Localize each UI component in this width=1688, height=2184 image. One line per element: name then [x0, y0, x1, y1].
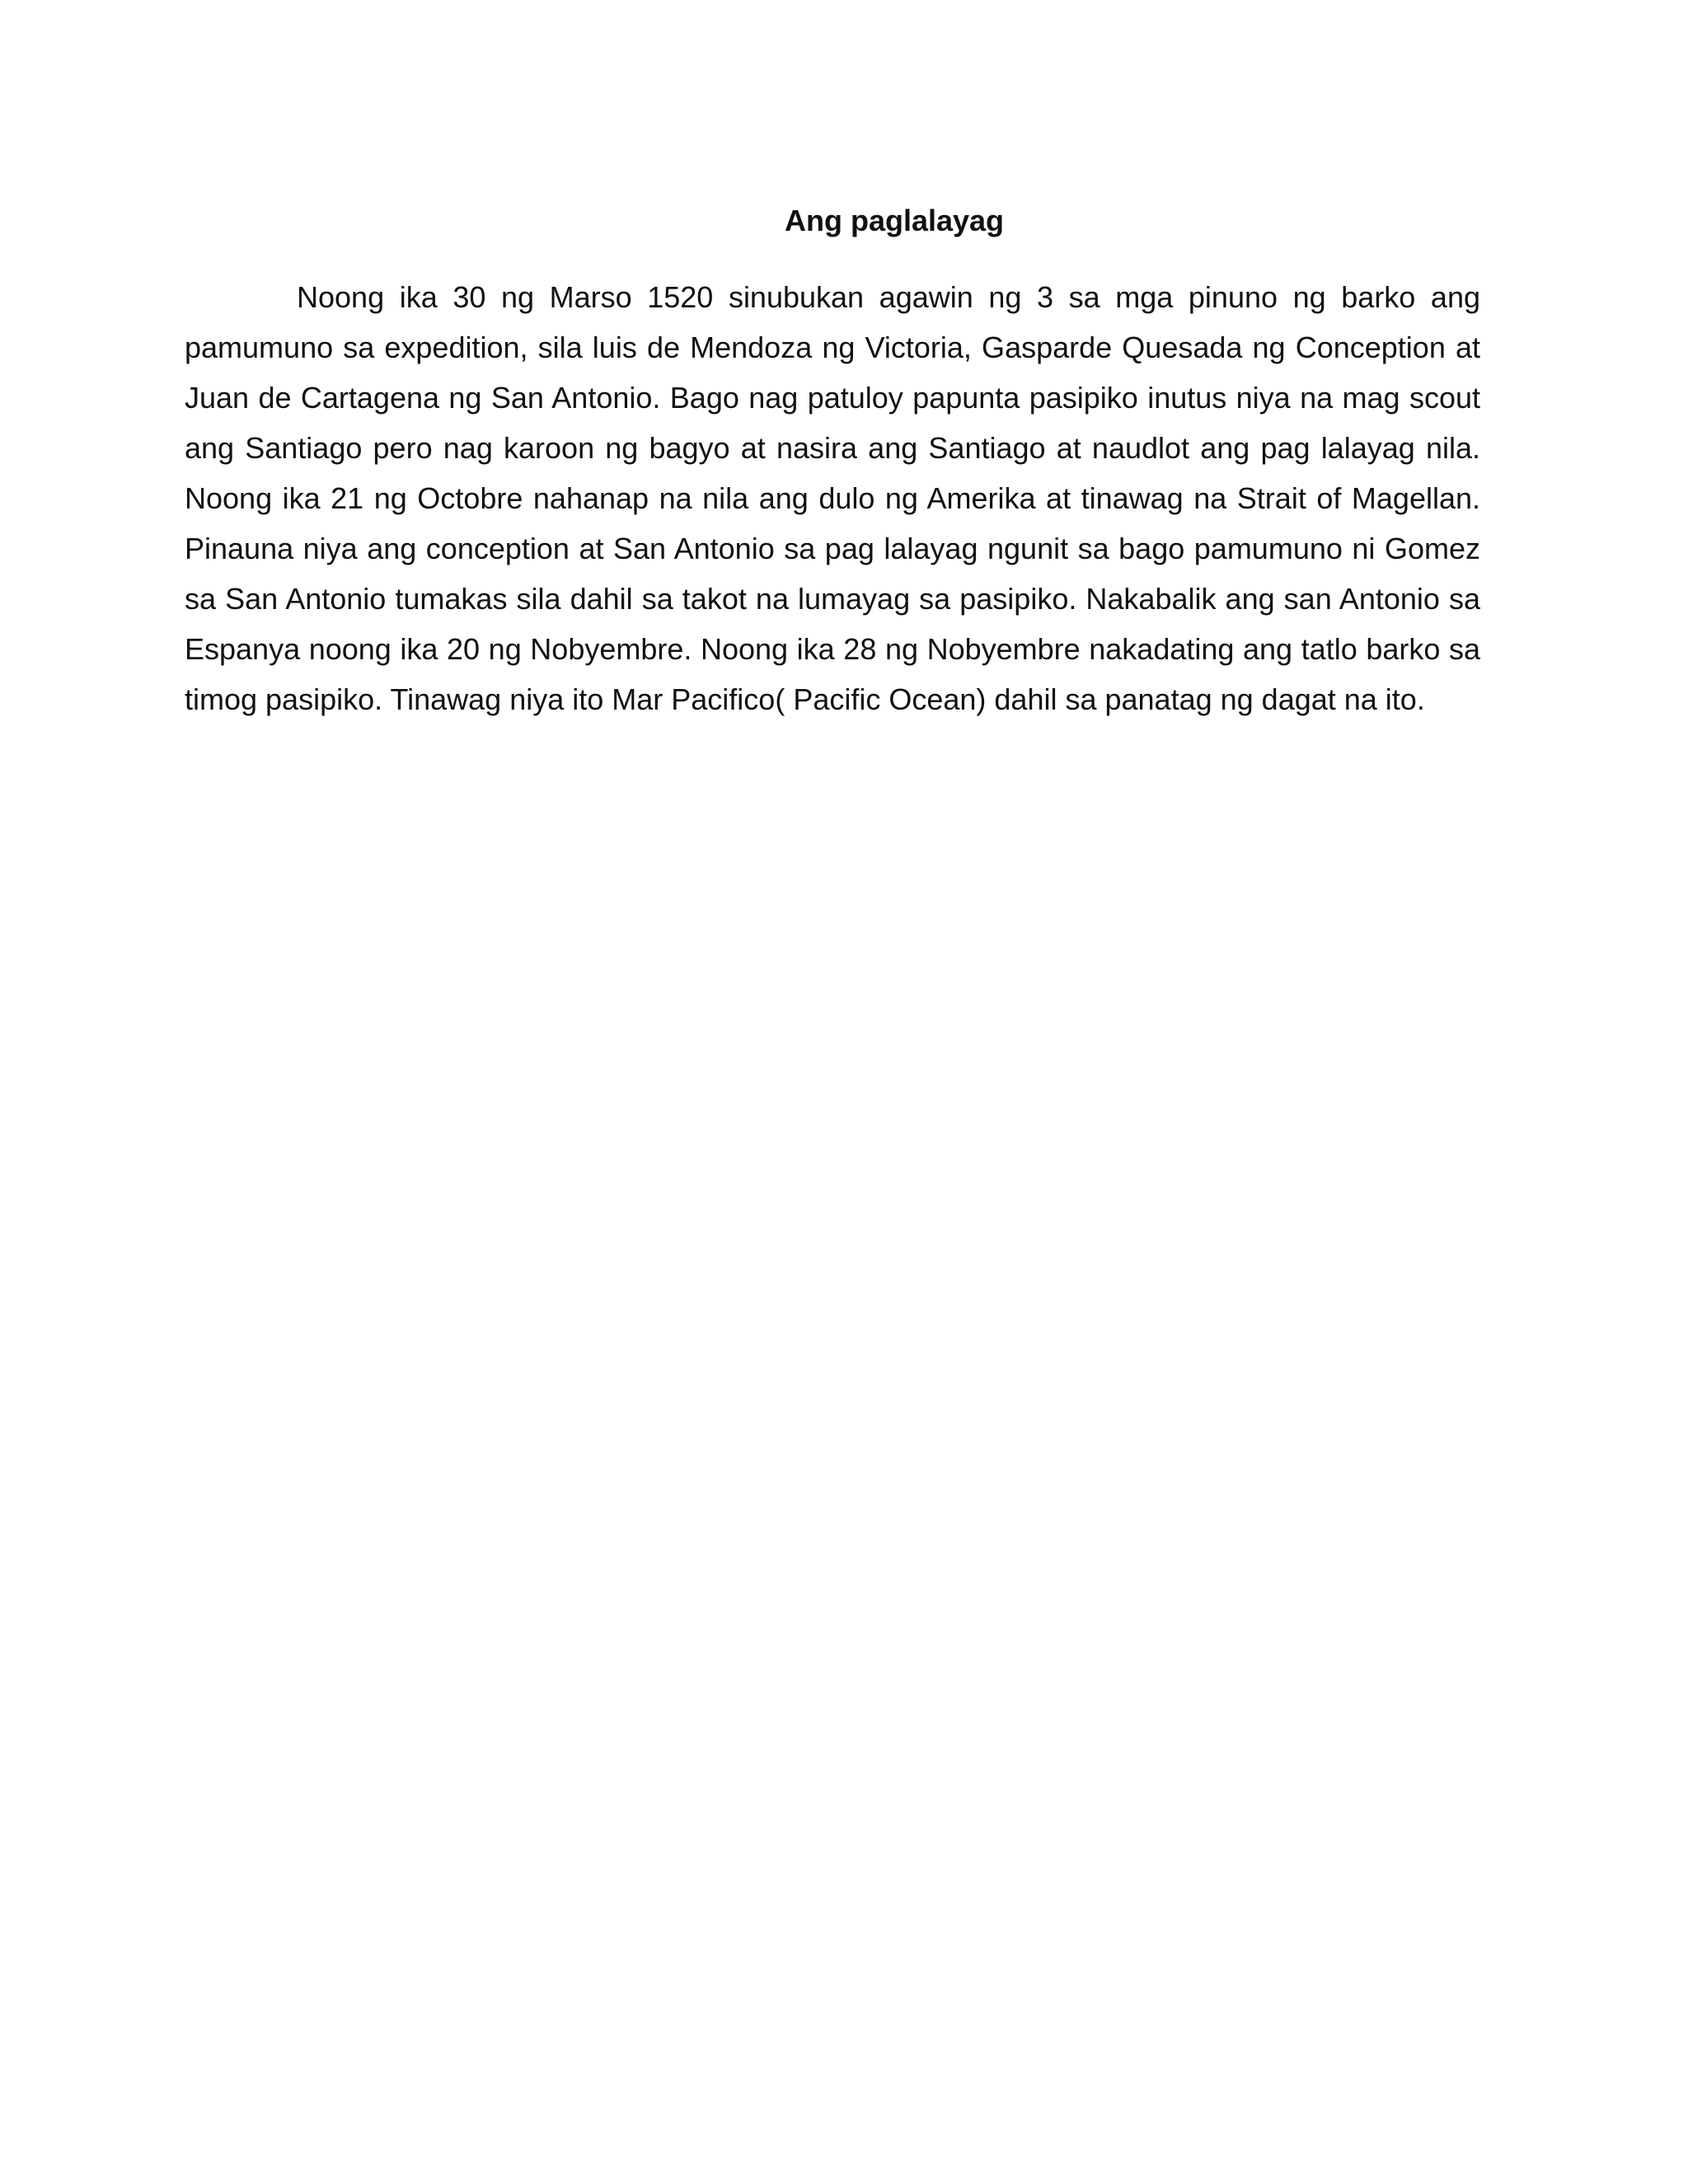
document-title: Ang paglalayag: [784, 204, 1005, 237]
body-paragraph: Noong ika 30 ng Marso 1520 sinubukan agawin ng 3 sa mga pinuno ng barko ang pamumuno sa expedition, sila luis de Mendoza ng Victoria, Gasparde Quesada ng Conception at Juan de Cartagena ng San Antonio. Bago nag patuloy papunta pasipiko inutus niya na mag scout ang Santiago pero nag karoon ng bagyo at nasira ang Santiago at naudlot ang pag lalayag nila. Noong ika 21 ng Octobre nahanap na nila ang dulo ng Amerika at tinawag na Strait of Magellan. Pinauna niya ang conception at San Antonio sa pag lalayag ngunit sa bago pamumuno ni Gomez sa San Antonio tumakas sila dahil sa takot na lumayag sa pasipiko. Nakabalik ang san Antonio sa Espanya noong ika 20 ng Nobyembre. Noong ika 28 ng Nobyembre nakadating ang tatlo barko sa timog pasipiko. Tinawag niya ito Mar Pacifico( Pacific Ocean) dahil sa panatag ng dagat na ito.: [185, 280, 1480, 716]
